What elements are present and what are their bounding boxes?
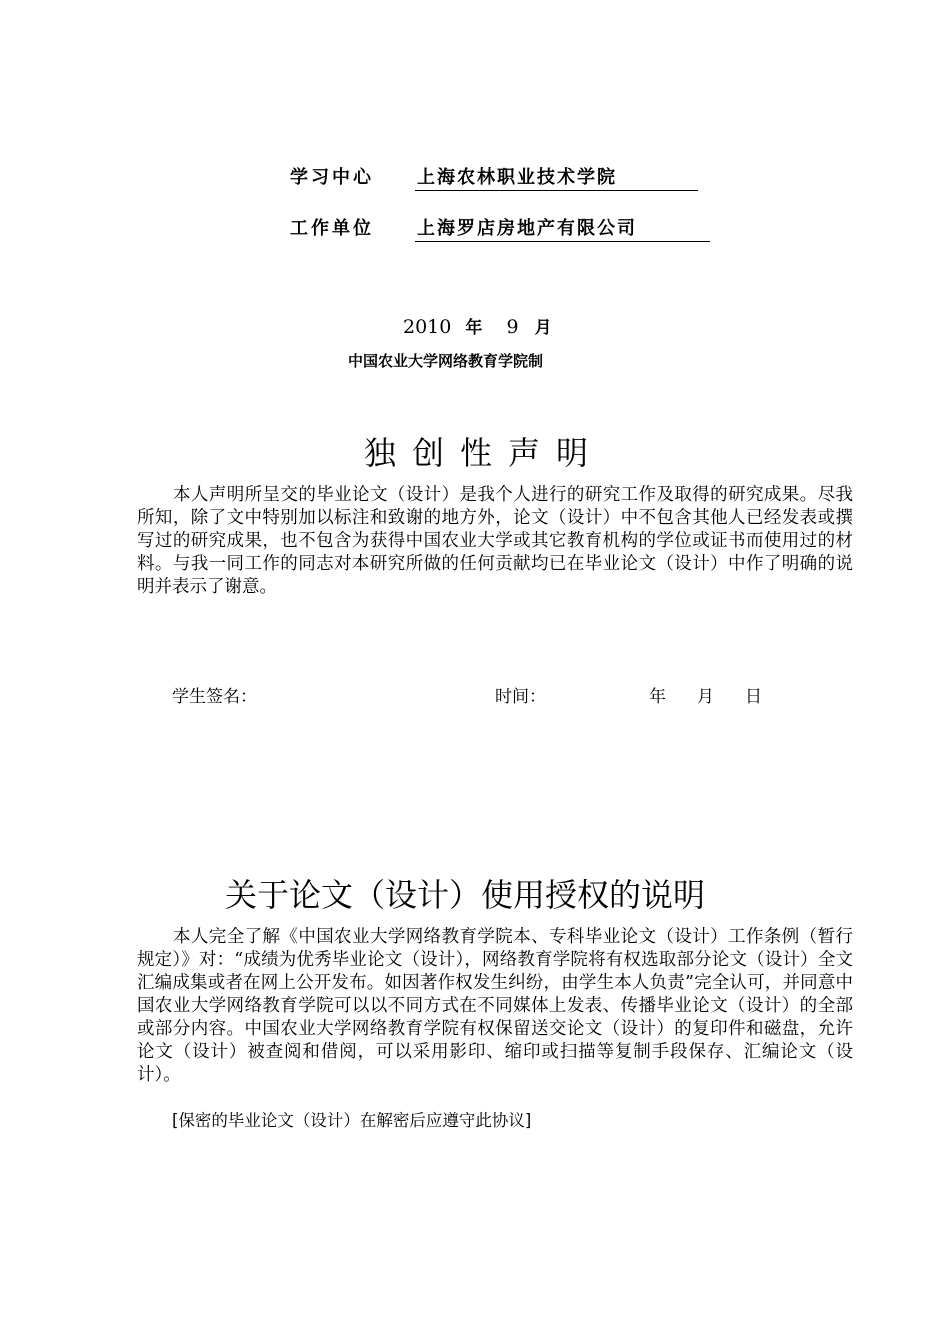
- authorization-body: 本人完全了解《中国农业大学网络教育学院本、专科毕业论文（设计）工作条例（暂行规定）》对：“成绩为优秀毕业论文（设计），网络教育学院将有权选取部分论文（设计）全文汇编成集或者在网上公开发布。如因著作权发生纠纷，由学生本人负责”完全认可，并同意中国农业大学网络教育学院可以以不同方式在不同媒体上发表、传播毕业论文（设计）的全部或部分内容。中国农业大学网络教育学院有权保留送交论文（设计）的复印件和磁盘，允许论文（设计）被查阅和借阅，可以采用影印、缩印或扫描等复制手段保存、汇编论文（设计）。: [137, 927, 853, 1085]
- signature-row: [0, 682, 950, 706]
- authorization-title: 关于论文（设计）使用授权的说明: [225, 876, 706, 914]
- cover-year: 2010: [403, 316, 452, 338]
- year-label: 年: [649, 687, 666, 707]
- study-center-underline: [415, 190, 698, 191]
- student-signature-label: 学生签名：: [172, 687, 257, 707]
- day-label: 日: [745, 687, 762, 707]
- cover-month: 9: [506, 316, 519, 338]
- cover-year-unit: 年: [465, 318, 483, 338]
- time-label: 时间：: [495, 687, 546, 707]
- month-label: 月: [697, 687, 714, 707]
- cover-maker: 中国农业大学网络教育学院制: [348, 352, 544, 370]
- study-center-label: 学习中心: [290, 167, 374, 188]
- confidentiality-note: [保密的毕业论文（设计）在解密后应遵守此协议]: [172, 1111, 532, 1130]
- work-unit-value: 上海罗店房地产有限公司: [417, 218, 637, 239]
- work-unit-label: 工作单位: [290, 218, 374, 239]
- originality-body: 本人声明所呈交的毕业论文（设计）是我个人进行的研究工作及取得的研究成果。尽我所知，除了文中特别加以标注和致谢的地方外，论文（设计）中不包含其他人已经发表或撰写过的研究成果，也不包含为获得中国农业大学或其它教育机构的学位或证书而使用过的材料。与我一同工作的同志对本研究所做的任何贡献均已在毕业论文（设计）中作了明确的说明并表示了谢意。: [137, 485, 853, 597]
- cover-month-unit: 月: [534, 318, 552, 338]
- work-unit-underline: [415, 241, 710, 242]
- study-center-value: 上海农林职业技术学院: [417, 167, 617, 188]
- originality-title: 独创性声明: [364, 434, 605, 472]
- cover-date: [403, 313, 552, 338]
